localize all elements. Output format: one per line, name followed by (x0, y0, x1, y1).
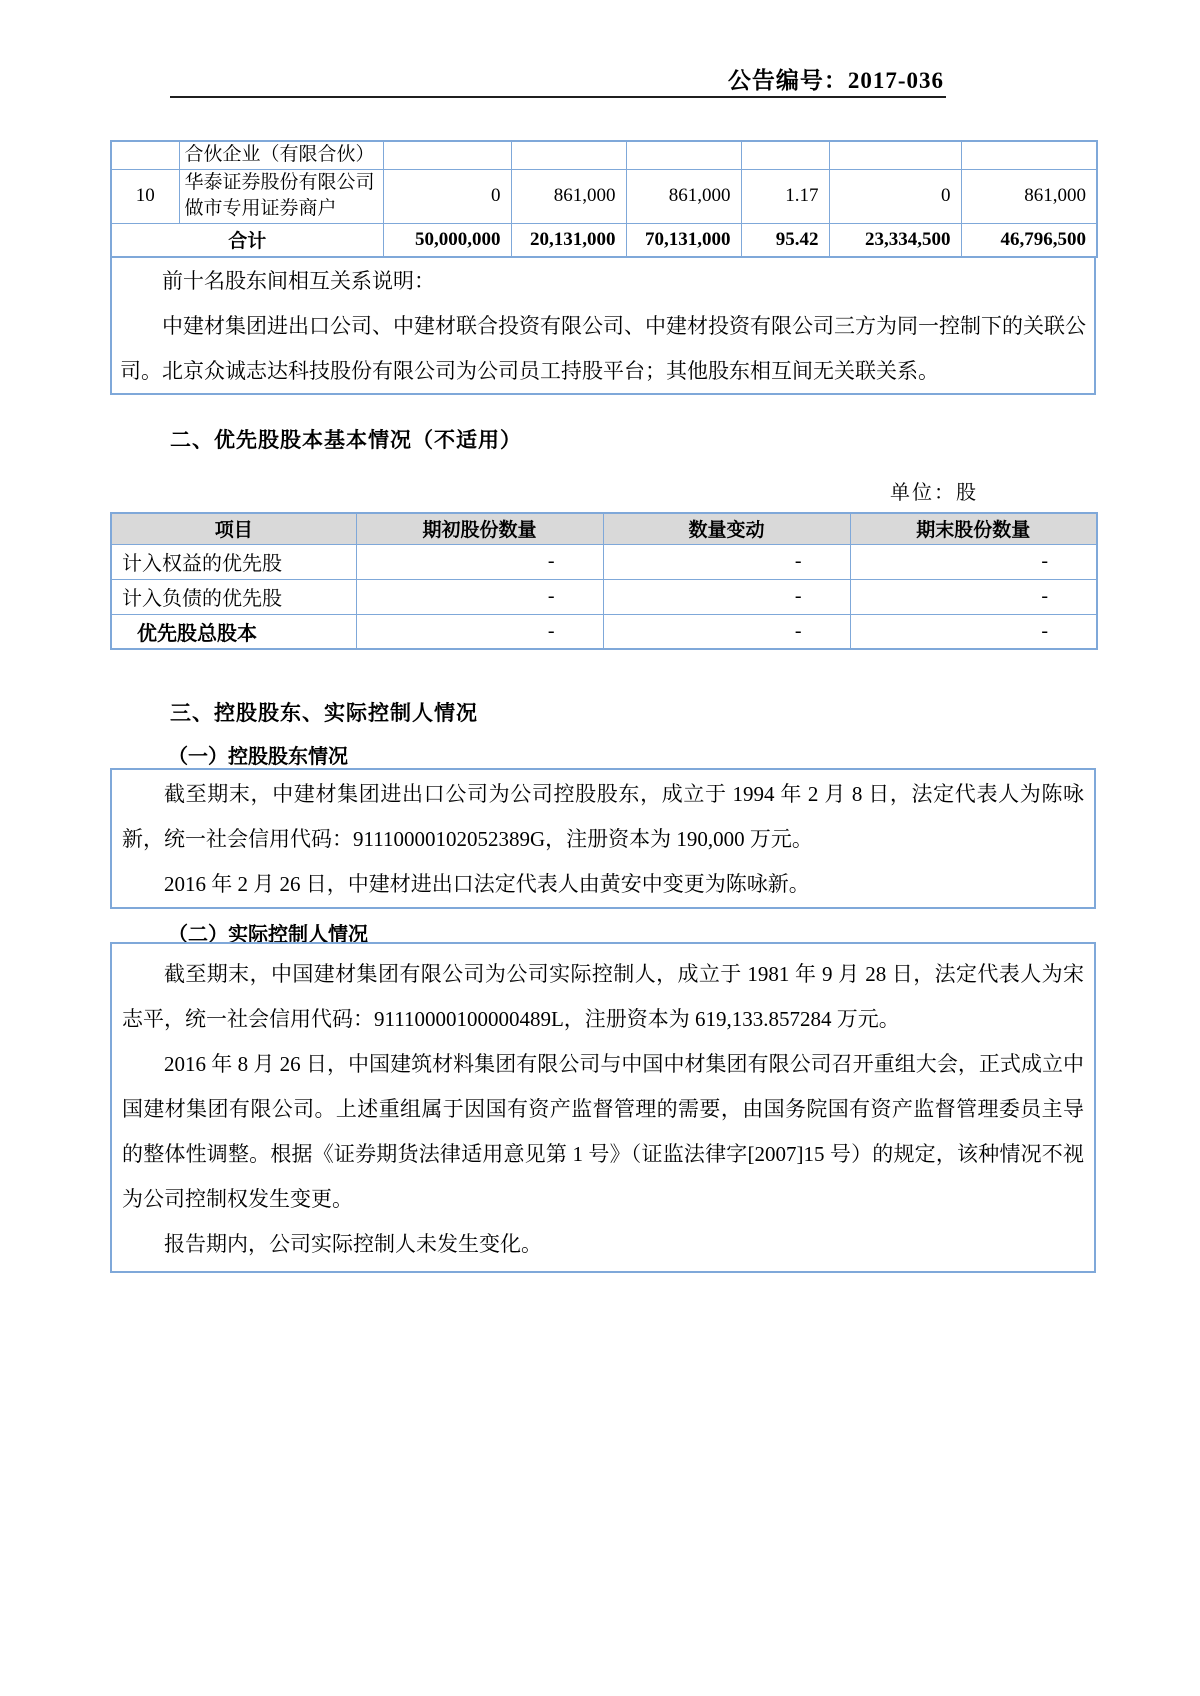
row-label: 计入负债的优先股 (111, 579, 356, 614)
table-cell (383, 141, 511, 169)
column-header: 数量变动 (603, 513, 850, 544)
subsection-heading-actual-controller: （二）实际控制人情况 (168, 924, 368, 946)
paragraph: 截至期末，中国建材集团有限公司为公司实际控制人，成立于 1981 年 9 月 28 日，法定代表人为宋志平，统一社会信用代码：91110000100000489L，注册资本为 619,133.857284 万元。 (122, 962, 1084, 1031)
table-cell: 861,000 (961, 169, 1097, 223)
preferred-shares-table (110, 512, 1098, 650)
table-total-row (111, 614, 1097, 649)
table-cell: 70,131,000 (626, 223, 741, 257)
table-cell: 0 (829, 169, 961, 223)
table-cell: 23,334,500 (829, 223, 961, 257)
table-row (111, 544, 1097, 579)
shareholder-table (110, 140, 1098, 258)
controlling-shareholder-textbox (110, 768, 1096, 909)
table-total-row (111, 223, 1097, 257)
header-divider (170, 96, 946, 98)
table-row (111, 169, 1097, 223)
note-title: 前十名股东间相互关系说明： (162, 269, 435, 293)
table-cell (961, 141, 1097, 169)
table-cell (741, 141, 829, 169)
table-cell: - (356, 614, 603, 649)
column-header: 期末股份数量 (850, 513, 1097, 544)
note-body: 中建材集团进出口公司、中建材联合投资有限公司、中建材投资有限公司三方为同一控制下的关联公司。北京众诚志达科技股份有限公司为公司员工持股平台；其他股东相互间无关联关系。 (120, 314, 1086, 383)
section-heading-preferred-shares: 二、优先股股本基本情况（不适用） (170, 429, 522, 452)
row-label: 优先股总股本 (111, 614, 356, 649)
table-cell: 华泰证券股份有限公司做市专用证券商户 (179, 169, 383, 223)
table-cell: 50,000,000 (383, 223, 511, 257)
shareholder-table-section (110, 140, 1096, 395)
shareholder-relationship-note (110, 256, 1096, 395)
paragraph: 2016 年 8 月 26 日，中国建筑材料集团有限公司与中国中材集团有限公司召开重组大会，正式成立中国建材集团有限公司。上述重组属于因国有资产监督管理的需要，由国务院国有资产监督管理委员主导的整体性调整。根据《证券期货法律适用意见第 1 号》（证监法律字[2007]15 号）的规定，该种情况不视为公司控制权发生变更。 (122, 1052, 1084, 1211)
table-cell: - (603, 579, 850, 614)
table-cell: - (850, 579, 1097, 614)
table-cell: 20,131,000 (511, 223, 626, 257)
row-label: 计入权益的优先股 (111, 544, 356, 579)
table-cell: - (603, 614, 850, 649)
table-cell: 0 (383, 169, 511, 223)
table-cell: 46,796,500 (961, 223, 1097, 257)
actual-controller-textbox (110, 942, 1096, 1273)
table-cell: - (850, 614, 1097, 649)
table-cell: 1.17 (741, 169, 829, 223)
subsection-heading-controlling-shareholder: （一）控股股东情况 (168, 746, 348, 768)
table-cell (111, 141, 179, 169)
table-cell: - (356, 579, 603, 614)
paragraph: 2016 年 2 月 26 日，中建材进出口法定代表人由黄安中变更为陈咏新。 (164, 872, 810, 896)
table-cell: - (356, 544, 603, 579)
table-cell: 10 (111, 169, 179, 223)
column-header: 期初股份数量 (356, 513, 603, 544)
table-cell: 861,000 (511, 169, 626, 223)
table-row (111, 141, 1097, 169)
paragraph: 截至期末，中建材集团进出口公司为公司控股股东，成立于 1994 年 2 月 8 日，法定代表人为陈咏新，统一社会信用代码：91110000102052389G，注册资本为 190,000 万元。 (122, 782, 1084, 851)
paragraph: 报告期内，公司实际控制人未发生变化。 (164, 1232, 542, 1256)
column-header: 项目 (111, 513, 356, 544)
table-header-row (111, 513, 1097, 544)
total-label-cell: 合计 (111, 223, 383, 257)
table-cell (511, 141, 626, 169)
table-cell (829, 141, 961, 169)
table-cell: 合伙企业（有限合伙） (179, 141, 383, 169)
announcement-number: 公告编号：2017-036 (727, 68, 944, 93)
table-cell: 95.42 (741, 223, 829, 257)
table-row (111, 579, 1097, 614)
table-cell (626, 141, 741, 169)
table-cell: - (850, 544, 1097, 579)
table-cell: 861,000 (626, 169, 741, 223)
unit-label: 单位：股 (890, 482, 978, 504)
table-cell: - (603, 544, 850, 579)
section-heading-controlling-shareholder: 三、控股股东、实际控制人情况 (170, 702, 478, 725)
